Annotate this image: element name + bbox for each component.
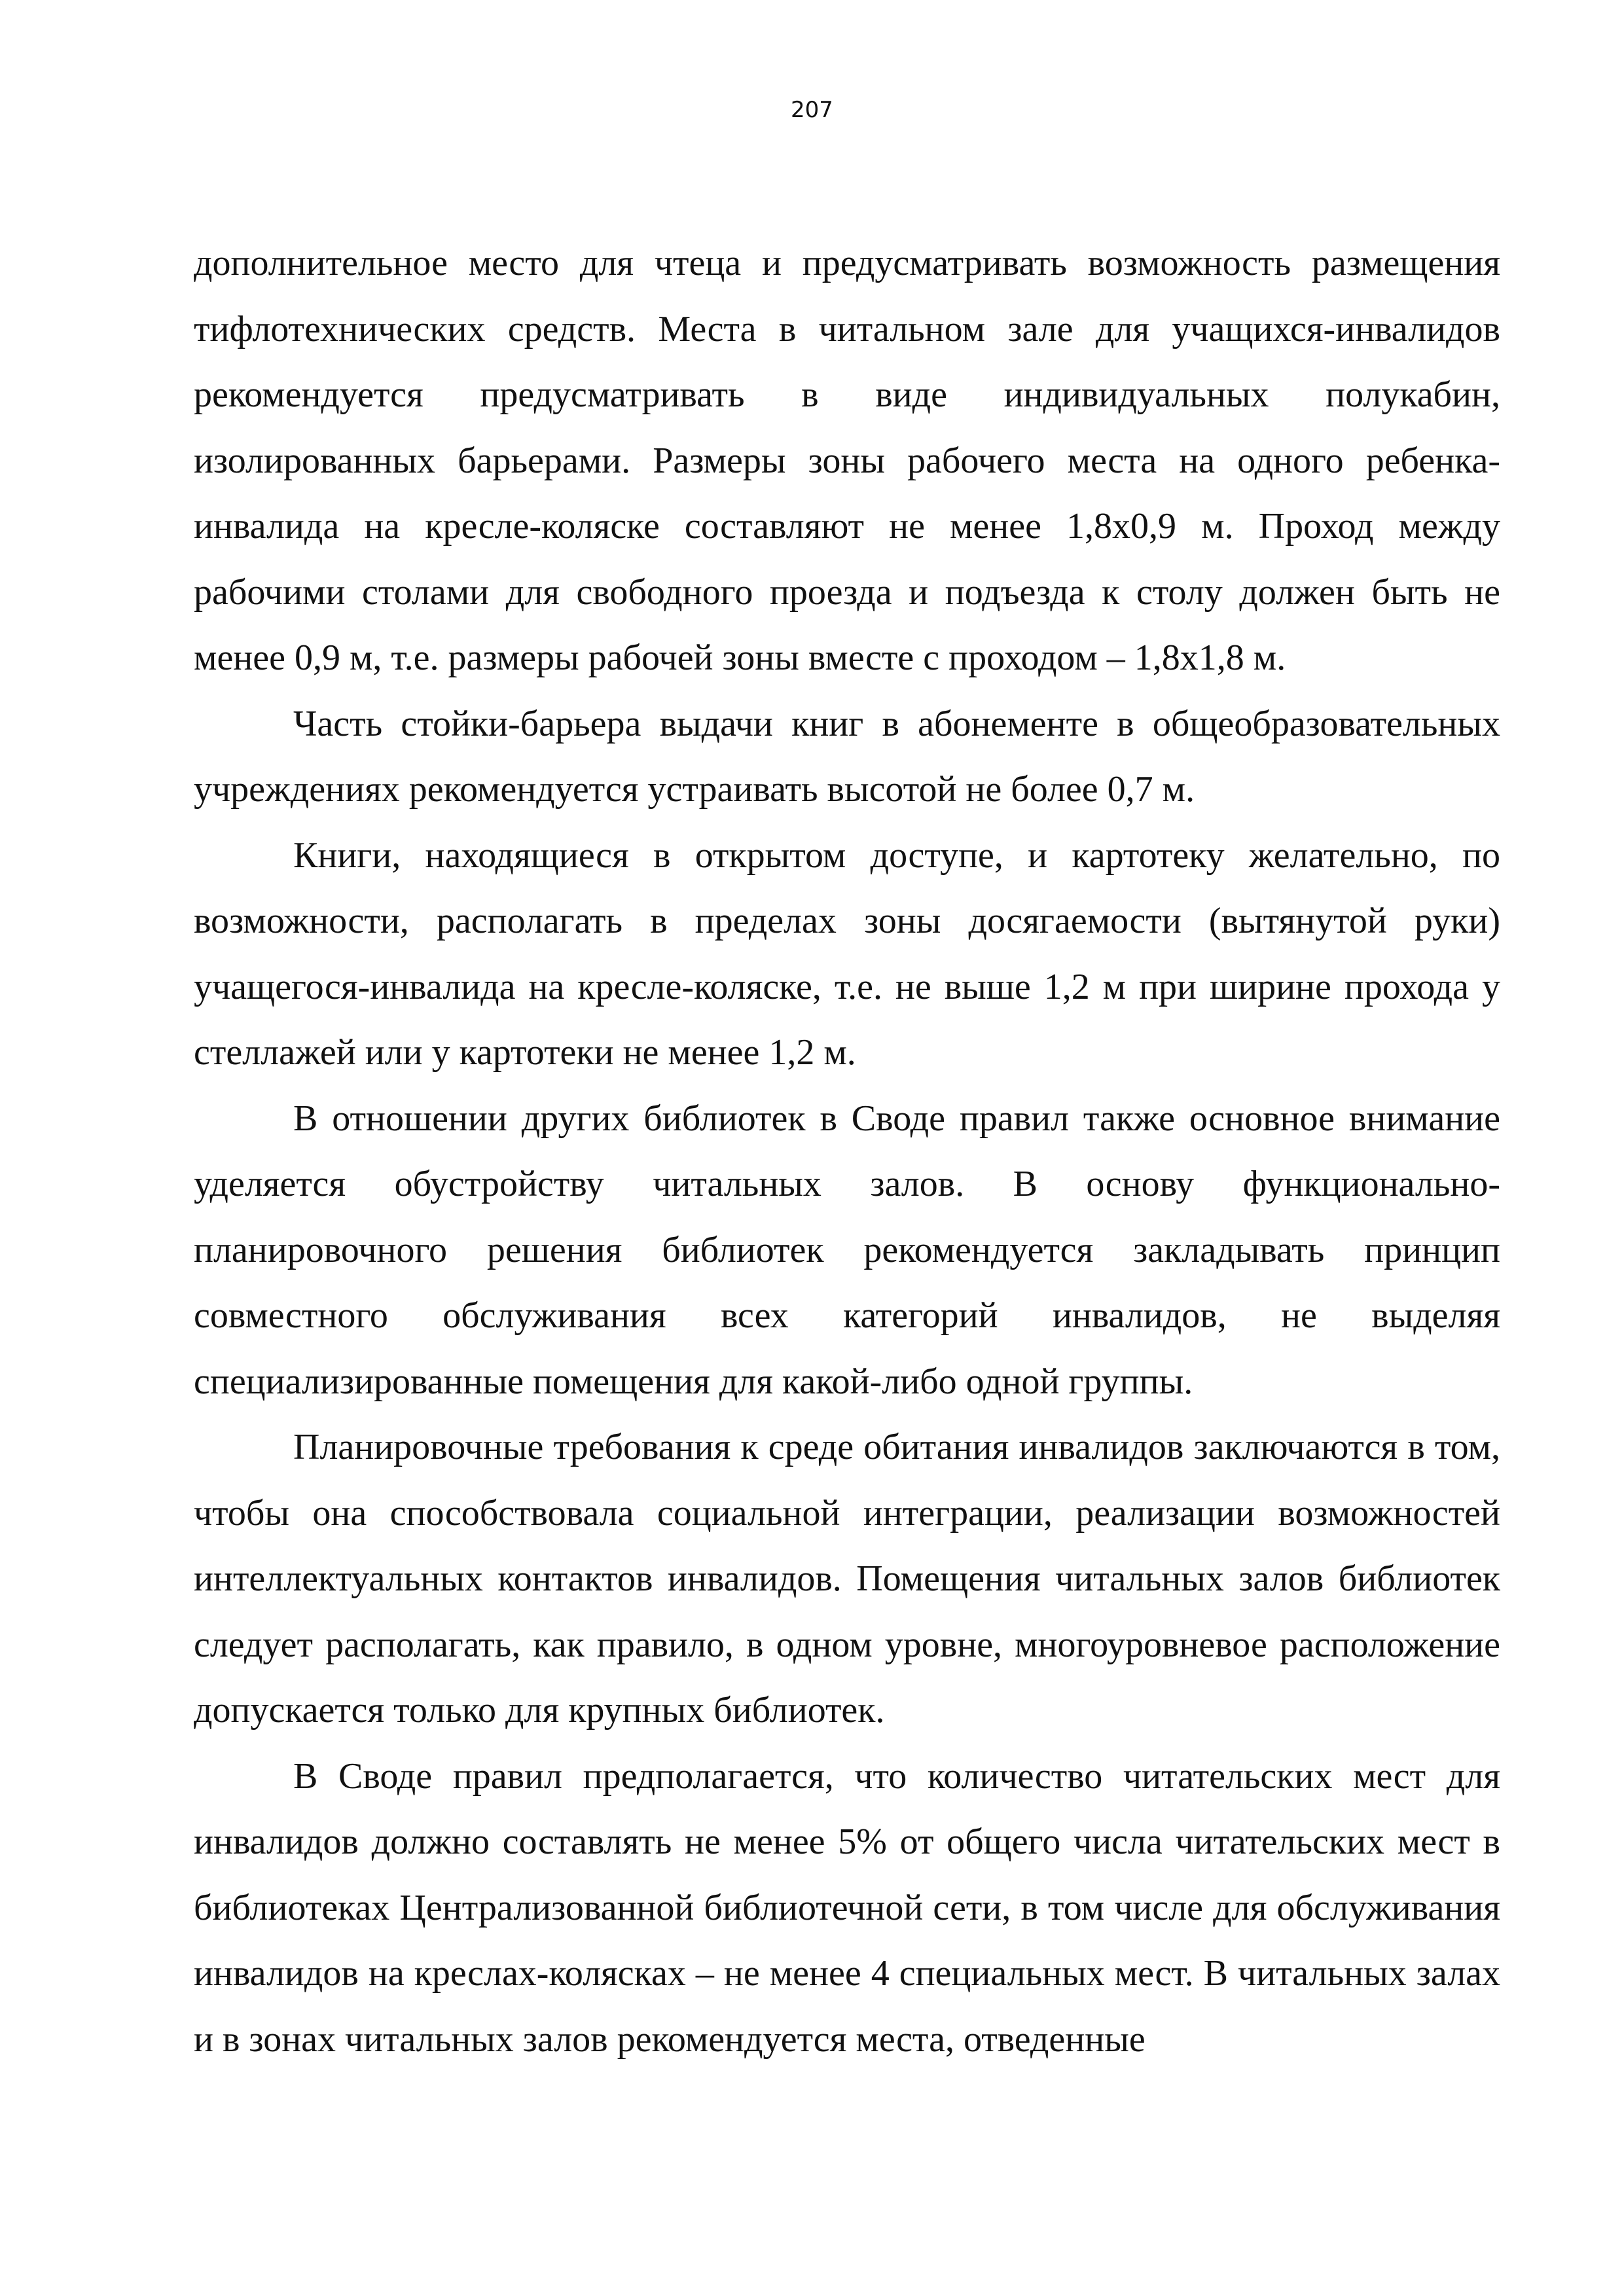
paragraph: Планировочные требования к среде обитания инвалидов заключаются в том, чтобы она способствовала социальной интеграции, реализации возможностей интеллектуальных контактов инвалидов. Помещения читальных залов библиотек следует располагать, как правило, в одном уровне, многоуровневое расположение допускается только для крупных библиотек. xyxy=(194,1427,1500,1731)
paragraph: Часть стойки-барьера выдачи книг в абонементе в общеобразовательных учреждениях рекомендуется устраивать высотой не более 0,7 м. xyxy=(194,703,1500,810)
paragraph: В Своде правил предполагается, что количество читательских мест для инвалидов должно составлять не менее 5% от общего числа читательских мест в библиотеках Централизованной библиотечной сети, в том числе для обслуживания инвалидов на креслах-колясках – не менее 4 специальных мест. В читальных залах и в зонах читальных залов рекомендуется места, отведенные xyxy=(194,1755,1500,2060)
page-number: 207 xyxy=(791,97,833,123)
document-body xyxy=(194,230,1500,2072)
paragraph-continuation: дополнительное место для чтеца и предусматривать возможность размещения тифлотехнических средств. Места в читальном зале для учащихся-инвалидов рекомендуется предусматривать в виде индивидуальных полукабин, изолированных барьерами. Размеры зоны рабочего места на одного ребенка-инвалида на кресле-коляске составляют не менее 1,8х0,9 м. Проход между рабочими столами для свободного проезда и подъезда к столу должен быть не менее 0,9 м, т.е. размеры рабочей зоны вместе с проходом – 1,8х1,8 м. xyxy=(194,243,1500,678)
paragraph: Книги, находящиеся в открытом доступе, и картотеку желательно, по возможности, располагать в пределах зоны досягаемости (вытянутой руки) учащегося-инвалида на кресле-коляске, т.е. не выше 1,2 м при ширине прохода у стеллажей или у картотеки не менее 1,2 м. xyxy=(194,834,1500,1073)
paragraph: В отношении других библиотек в Своде правил также основное внимание уделяется обустройству читальных залов. В основу функционально-планировочного решения библиотек рекомендуется закладывать принцип совместного обслуживания всех категорий инвалидов, не выделяя специализированные помещения для какой-либо одной группы. xyxy=(194,1098,1500,1402)
